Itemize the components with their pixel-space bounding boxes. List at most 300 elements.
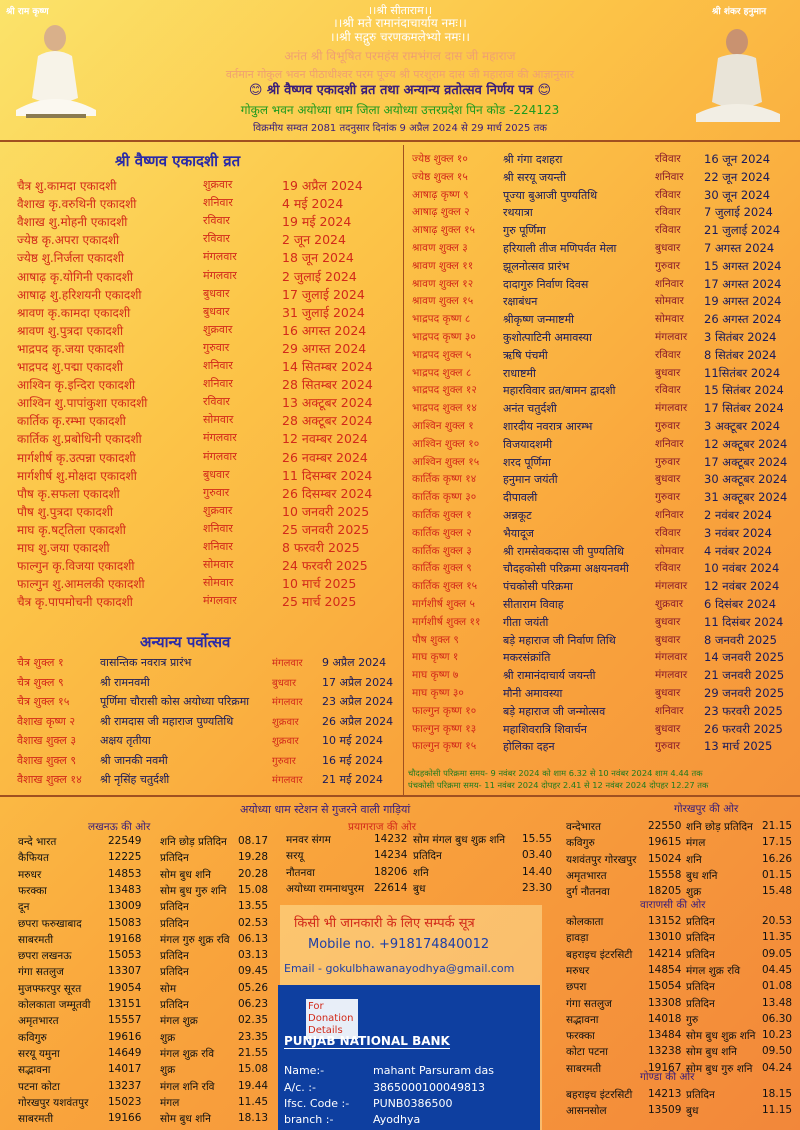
parikrama-note-2: पंचकोसी परिक्रमा समय- 11 नवंबर 2024 दोपहर 2.41 से 12 नवंबर 2024 दोपहर 12.27 तक bbox=[408, 780, 709, 790]
train-days: शनि bbox=[413, 866, 429, 879]
anyanya-tithi: वैशाख शुक्ल ९ bbox=[17, 753, 77, 767]
train-name: दून bbox=[18, 901, 30, 914]
corner-left-label: श्री राम कृष्ण bbox=[6, 7, 49, 17]
train-name: फरक्का bbox=[18, 884, 47, 897]
train-days: प्रतिदिन bbox=[160, 950, 189, 963]
festival-day: सोमवार bbox=[655, 544, 684, 557]
festival-tithi: श्रावण शुक्ल ३ bbox=[412, 242, 468, 254]
gorakhpur-heading: गोरखपुर की ओर bbox=[674, 803, 739, 815]
train-number: 13308 bbox=[648, 996, 682, 1009]
festival-tithi: कार्तिक कृष्ण ३० bbox=[412, 491, 477, 504]
train-name: छपरा फरुखाबाद bbox=[18, 917, 82, 930]
train-days: सोम बुध शनि bbox=[160, 868, 211, 881]
ekadashi-day: सोमवार bbox=[203, 576, 234, 590]
train-name: वन्दे भारत bbox=[18, 836, 57, 848]
ekadashi-name: आषाढ़ शु.हरिशयनी एकादशी bbox=[17, 287, 142, 302]
train-name: साबरमती bbox=[566, 1062, 602, 1075]
train-time: 04.45 bbox=[762, 963, 793, 976]
train-number: 19616 bbox=[108, 1030, 142, 1043]
festival-date: 31 अक्टूबर 2024 bbox=[704, 490, 788, 505]
train-time: 01.15 bbox=[762, 868, 793, 881]
ekadashi-name: वैशाख शु.मोहनी एकादशी bbox=[17, 215, 128, 230]
train-name: कोलकाता जम्मूतवी bbox=[18, 999, 91, 1011]
train-number: 14854 bbox=[648, 963, 682, 976]
festival-day: मंगलवार bbox=[655, 669, 688, 682]
festival-date: 29 जनवरी 2025 bbox=[704, 686, 785, 700]
ekadashi-name: आश्विन कृ.इन्दिरा एकादशी bbox=[17, 378, 136, 393]
anyanya-event: श्री रामनवमी bbox=[100, 675, 150, 689]
train-name: मनवर संगम bbox=[286, 834, 331, 846]
anyanya-date: 17 अप्रैल 2024 bbox=[322, 675, 394, 689]
ekadashi-date: 10 जनवरी 2025 bbox=[282, 503, 370, 519]
train-number: 14213 bbox=[648, 1088, 682, 1100]
anyanya-day: मंगलवार bbox=[272, 775, 303, 786]
festival-date: 30 जून 2024 bbox=[704, 187, 771, 202]
train-number: 13151 bbox=[108, 998, 142, 1010]
festival-event: रक्षाबंधन bbox=[503, 295, 538, 309]
train-name: गंगा सतलुज bbox=[18, 966, 64, 979]
train-number: 12225 bbox=[108, 851, 142, 864]
train-number: 13509 bbox=[648, 1104, 682, 1117]
header-line-2: ।।श्री मते रामानंदाचार्याय नमः।। bbox=[333, 16, 467, 30]
anyanya-event: श्री रामदास जी महाराज पुण्यतिथि bbox=[100, 714, 234, 728]
festival-event: हरियाली तीज मणिपर्वत मेला bbox=[503, 242, 617, 255]
train-time: 16.26 bbox=[762, 852, 793, 865]
anyanya-tithi: चैत्र शुक्ल १ bbox=[17, 656, 64, 669]
train-days: शुक्र bbox=[160, 1031, 176, 1044]
train-days: बुध शनि bbox=[686, 869, 718, 882]
train-time: 09.05 bbox=[762, 947, 793, 960]
festival-tithi: फाल्गुन कृष्ण १५ bbox=[412, 740, 477, 753]
festival-date: 17 सितंबर 2024 bbox=[704, 401, 784, 416]
bank-box bbox=[278, 985, 540, 1130]
festival-tithi: श्रावण शुक्ल ११ bbox=[412, 259, 474, 272]
train-name: साबरमती bbox=[18, 933, 54, 946]
ekadashi-date: 8 फरवरी 2025 bbox=[282, 540, 360, 555]
train-name: छपरा bbox=[566, 981, 587, 994]
festival-date: 26 अगस्त 2024 bbox=[704, 312, 782, 327]
train-number: 13483 bbox=[108, 883, 142, 896]
train-time: 18.15 bbox=[762, 1088, 793, 1100]
divider bbox=[403, 145, 404, 795]
train-days: प्रतिदिन bbox=[160, 966, 189, 979]
festival-tithi: आषाढ़ शुक्ल १५ bbox=[412, 224, 476, 237]
train-days: सोम बुध शनि bbox=[160, 1113, 211, 1126]
anyanya-tithi: वैशाख शुक्ल १४ bbox=[17, 773, 82, 786]
festival-tithi: कार्तिक शुक्ल ३ bbox=[412, 544, 472, 557]
ekadashi-name: ज्येष्ठ कृ.अपरा एकादशी bbox=[17, 233, 120, 248]
train-time: 17.15 bbox=[762, 836, 793, 849]
ekadashi-name: मार्गशीर्ष कृ.उत्पन्ना एकादशी bbox=[17, 450, 136, 465]
train-name: मुजफ्फरपुर सूरत bbox=[18, 982, 82, 995]
ekadashi-name: पौष शु.पुत्रदा एकादशी bbox=[17, 504, 113, 519]
train-number: 13307 bbox=[108, 965, 142, 978]
contact-email[interactable]: Email - gokulbhawanayodhya@gmail.com bbox=[284, 962, 515, 975]
corner-right-label: श्री शंकर हनुमान bbox=[712, 7, 767, 17]
train-time: 15.48 bbox=[762, 885, 793, 898]
train-days: प्रतिदिन bbox=[686, 948, 715, 961]
festival-day: गुरुवार bbox=[655, 420, 681, 432]
train-time: 21.15 bbox=[762, 820, 793, 832]
anyanya-day: मंगलवार bbox=[272, 658, 303, 669]
train-name: हावड़ा bbox=[566, 932, 589, 945]
ekadashi-name: फाल्गुन शु.आमलकी एकादशी bbox=[17, 577, 145, 592]
emoji-icon: 😊 bbox=[533, 83, 552, 98]
festival-tithi: कार्तिक शुक्ल १ bbox=[412, 509, 472, 521]
festival-tithi: भाद्रपद शुक्ल १२ bbox=[412, 384, 477, 397]
header-line-1: ।।श्री सीताराम।। bbox=[367, 4, 433, 17]
bank-name-label: Name:- bbox=[284, 1064, 325, 1077]
ekadashi-date: 26 दिसम्बर 2024 bbox=[282, 485, 373, 501]
train-time: 23.35 bbox=[238, 1030, 269, 1043]
festival-tithi: पौष शुक्ल ९ bbox=[412, 633, 459, 646]
train-name: कैफियत bbox=[18, 852, 49, 865]
festival-date: 19 अगस्त 2024 bbox=[704, 294, 782, 309]
train-days: प्रतिदिन bbox=[160, 917, 189, 930]
festival-event: भैयादूज bbox=[503, 526, 534, 540]
anyanya-panel bbox=[0, 630, 400, 795]
train-name: कविगुरु bbox=[18, 1031, 47, 1044]
train-name: अयोध्या रामनाथपुरम bbox=[286, 882, 365, 895]
train-time: 03.40 bbox=[522, 849, 553, 862]
train-name: बहराइच इंटरसिटी bbox=[566, 1089, 633, 1101]
festival-tithi: कार्तिक कृष्ण १४ bbox=[412, 473, 477, 486]
ekadashi-date: 10 मार्च 2025 bbox=[282, 576, 357, 592]
ekadashi-heading: श्री वैष्णव एकादशी व्रत bbox=[115, 152, 241, 170]
festival-tithi: आश्विन शुक्ल १० bbox=[412, 437, 480, 450]
festival-date: 15 सितंबर 2024 bbox=[704, 383, 784, 398]
train-time: 04.24 bbox=[762, 1061, 793, 1074]
ekadashi-day: रविवार bbox=[203, 214, 230, 228]
ekadashi-day: बुधवार bbox=[203, 467, 230, 481]
train-time: 05.26 bbox=[238, 981, 269, 994]
festival-event: श्री रामसेवकदास जी पुण्यतिथि bbox=[503, 544, 625, 558]
ekadashi-day: सोमवार bbox=[203, 413, 234, 427]
train-days: प्रतिदिन bbox=[686, 916, 715, 928]
festival-day: गुरुवार bbox=[655, 740, 681, 753]
festival-date: 8 सितंबर 2024 bbox=[704, 347, 777, 362]
festival-date: 14 जनवरी 2025 bbox=[704, 650, 785, 665]
train-name: सरयू bbox=[286, 850, 304, 863]
divider bbox=[0, 795, 800, 797]
festival-day: शनिवार bbox=[655, 277, 684, 290]
train-name: छपरा लखनऊ bbox=[18, 950, 72, 963]
festival-date: 17 अगस्त 2024 bbox=[704, 276, 782, 291]
festival-event: बड़े महाराज जी जन्मोत्सव bbox=[503, 704, 606, 718]
ekadashi-date: 28 अक्टूबर 2024 bbox=[282, 413, 373, 429]
festival-event: दीपावली bbox=[503, 491, 538, 505]
ekadashi-date: 4 मई 2024 bbox=[282, 196, 344, 212]
lucknow-heading: लखनऊ की ओर bbox=[88, 821, 151, 833]
train-name: कोटा पटना bbox=[566, 1046, 608, 1059]
festival-day: शनिवार bbox=[655, 704, 684, 717]
ekadashi-date: 11 दिसम्बर 2024 bbox=[282, 467, 373, 483]
festival-day: रविवार bbox=[655, 206, 681, 219]
ekadashi-date: 16 अगस्त 2024 bbox=[282, 322, 367, 338]
bank-name: PUNJAB NATIONAL BANK bbox=[284, 1034, 450, 1048]
train-time: 06.13 bbox=[238, 932, 269, 945]
festival-event: विजयादशमी bbox=[503, 437, 553, 451]
anyanya-date: 26 अप्रैल 2024 bbox=[322, 714, 394, 728]
ekadashi-date: 19 मई 2024 bbox=[282, 214, 352, 230]
train-number: 15558 bbox=[648, 868, 682, 881]
festival-day: बुधवार bbox=[655, 366, 681, 379]
train-name: अमृतभारत bbox=[566, 869, 607, 882]
train-number: 22549 bbox=[108, 835, 142, 847]
train-name: नौतनवा bbox=[286, 866, 315, 879]
train-number: 15557 bbox=[108, 1014, 142, 1027]
anyanya-day: शुक्रवार bbox=[272, 736, 299, 747]
festival-tithi: माघ कृष्ण १ bbox=[412, 651, 459, 664]
festival-date: 17 अक्टूबर 2024 bbox=[704, 454, 788, 469]
festival-day: बुधवार bbox=[655, 633, 681, 646]
festival-date: 3 सितंबर 2024 bbox=[704, 330, 777, 344]
train-name: गंगा सतलुज bbox=[566, 997, 612, 1010]
festival-day: गुरुवार bbox=[655, 491, 681, 504]
train-name: मरुधर bbox=[566, 964, 590, 977]
train-number: 15054 bbox=[648, 980, 682, 993]
ekadashi-name: पौष कृ.सफला एकादशी bbox=[17, 486, 120, 501]
ekadashi-day: शनिवार bbox=[203, 540, 233, 553]
festival-date: 12 नवंबर 2024 bbox=[704, 579, 780, 594]
train-days: प्रतिदिन bbox=[413, 850, 442, 863]
festival-tithi: भाद्रपद शुक्ल ५ bbox=[412, 348, 472, 361]
festival-event: श्री सरयू जयन्ती bbox=[503, 170, 566, 184]
train-days: मंगल शुक्र रवि bbox=[686, 964, 741, 977]
festival-tithi: मार्गशीर्ष शुक्ल ११ bbox=[412, 615, 481, 628]
train-name: बहराइच इंटरसिटी bbox=[566, 948, 633, 961]
train-number: 18206 bbox=[374, 865, 408, 878]
train-number: 14853 bbox=[108, 867, 142, 880]
festival-tithi: माघ कृष्ण ३० bbox=[412, 687, 464, 699]
bank-account-number: 3865000100049813 bbox=[373, 1081, 485, 1094]
anyanya-event: पूर्णिमा चौरासी कोस अयोध्या परिक्रमा bbox=[100, 695, 250, 708]
header-line-5: वर्तमान गोकुल भवन पीठाधीश्वर परम पूज्य श्री परशुराम दास जी महाराज की आज्ञानुसार bbox=[225, 68, 575, 81]
festival-day: मंगलवार bbox=[655, 651, 688, 664]
ekadashi-day: शुक्रवार bbox=[203, 178, 233, 191]
ekadashi-date: 18 जून 2024 bbox=[282, 250, 354, 266]
festival-day: शनिवार bbox=[655, 509, 684, 521]
ekadashi-date: 2 जुलाई 2024 bbox=[282, 268, 357, 284]
anyanya-day: मंगलवार bbox=[272, 697, 303, 708]
ekadashi-date: 25 जनवरी 2025 bbox=[282, 521, 370, 537]
train-days: शनि छोड़ प्रतिदिन bbox=[160, 836, 227, 848]
festival-date: 7 जुलाई 2024 bbox=[704, 205, 773, 220]
train-time: 09.50 bbox=[762, 1045, 793, 1058]
ekadashi-name: माघ कृ.षट्तिला एकादशी bbox=[17, 522, 126, 537]
train-number: 15024 bbox=[648, 852, 682, 865]
anyanya-date: 16 मई 2024 bbox=[322, 753, 383, 767]
ekadashi-panel bbox=[0, 145, 400, 615]
festival-event: होलिका दहन bbox=[503, 740, 555, 754]
ekadashi-day: सोमवार bbox=[203, 558, 234, 572]
anyanya-tithi: चैत्र शुक्ल १५ bbox=[17, 695, 70, 708]
train-days: बुध bbox=[413, 882, 426, 895]
train-time: 20.28 bbox=[238, 867, 269, 880]
anyanya-day: गुरुवार bbox=[272, 755, 296, 767]
bank-ifsc: PUNB0386500 bbox=[373, 1097, 453, 1110]
bank-branch-label: branch :- bbox=[284, 1113, 334, 1126]
festival-tithi: आश्विन शुक्ल १ bbox=[412, 420, 474, 432]
festival-tithi: भाद्रपद कृष्ण ८ bbox=[412, 313, 471, 326]
festival-event: अनंत चतुर्दशी bbox=[503, 402, 557, 416]
train-number: 14214 bbox=[648, 947, 682, 960]
train-days: प्रतिदिन bbox=[160, 999, 189, 1011]
festival-date: 10 नवंबर 2024 bbox=[704, 561, 780, 576]
train-time: 09.45 bbox=[238, 965, 269, 978]
train-time: 19.28 bbox=[238, 851, 269, 864]
ekadashi-name: भाद्रपद कृ.जया एकादशी bbox=[17, 341, 125, 356]
ekadashi-day: बुधवार bbox=[203, 286, 230, 300]
festival-date: 4 नवंबर 2024 bbox=[704, 543, 772, 558]
donation-label: For Donation Details bbox=[306, 999, 358, 1039]
festival-date: 16 जून 2024 bbox=[704, 152, 771, 166]
festival-date: 11 दिसंबर 2024 bbox=[704, 614, 784, 629]
ekadashi-day: रविवार bbox=[203, 395, 230, 409]
train-days: मंगल गुरु शुक्र रवि bbox=[160, 933, 230, 946]
festival-date: 8 जनवरी 2025 bbox=[704, 632, 777, 647]
festival-day: सोमवार bbox=[655, 295, 684, 308]
festival-event: गीता जयंती bbox=[503, 615, 549, 629]
train-days: बुध bbox=[686, 1105, 699, 1118]
festival-event: सीताराम विवाह bbox=[503, 598, 564, 611]
festival-day: सोमवार bbox=[655, 313, 684, 326]
train-name: यशवंतपुर गोरखपुर bbox=[566, 853, 637, 866]
festival-date: 2 नवंबर 2024 bbox=[704, 508, 772, 522]
festival-event: दादागुरु निर्वाण दिवस bbox=[503, 277, 589, 291]
festival-event: श्री गंगा दशहरा bbox=[503, 153, 563, 166]
train-days: मंगल शुक्र रवि bbox=[160, 1047, 215, 1060]
train-time: 11.45 bbox=[238, 1095, 269, 1108]
festival-day: रविवार bbox=[655, 188, 681, 201]
train-number: 15053 bbox=[108, 949, 142, 962]
ekadashi-day: मंगलवार bbox=[203, 449, 237, 463]
anyanya-heading: अन्यान्य पर्वोत्सव bbox=[140, 633, 231, 651]
train-number: 19615 bbox=[648, 836, 682, 849]
ekadashi-day: मंगलवार bbox=[203, 594, 237, 608]
festival-tithi: भाद्रपद कृष्ण ३० bbox=[412, 331, 476, 343]
header-title: 😊 श्री वैष्णव एकादशी व्रत तथा अन्यान्य व्रतोत्सव निर्णय पत्र 😊 bbox=[248, 83, 552, 98]
train-days: सोम मंगल बुध शुक्र शनि bbox=[413, 834, 506, 846]
ekadashi-name: फाल्गुन कृ.विजया एकादशी bbox=[17, 559, 135, 574]
train-days: गुरु bbox=[686, 1013, 699, 1026]
train-days: प्रतिदिन bbox=[686, 1089, 715, 1101]
anyanya-tithi: चैत्र शुक्ल ९ bbox=[17, 675, 64, 689]
varanasi-heading: वाराणसी की ओर bbox=[640, 899, 706, 911]
festival-day: रविवार bbox=[655, 562, 681, 575]
train-name: साबरमती bbox=[18, 1113, 54, 1126]
ekadashi-date: 13 अक्टूबर 2024 bbox=[282, 395, 373, 411]
train-days: सोम बुध गुरु शनि bbox=[686, 1062, 753, 1075]
ekadashi-name: मार्गशीर्ष शु.मोक्षदा एकादशी bbox=[17, 468, 137, 483]
bank-ac-label: A/c. :- bbox=[284, 1081, 316, 1094]
contact-mobile[interactable]: Mobile no. +918174840012 bbox=[308, 937, 490, 952]
festival-day: रविवार bbox=[655, 348, 681, 361]
bank-branch: Ayodhya bbox=[373, 1113, 421, 1126]
festival-tithi: कार्तिक शुक्ल २ bbox=[412, 526, 472, 539]
festival-date: 15 अगस्त 2024 bbox=[704, 258, 782, 273]
ekadashi-name: वैशाख कृ.वरुथिनी एकादशी bbox=[17, 197, 137, 212]
festival-date: 26 फरवरी 2025 bbox=[704, 721, 783, 736]
festival-tithi: कार्तिक शुक्ल १५ bbox=[412, 580, 478, 593]
train-time: 03.13 bbox=[238, 949, 269, 962]
festival-event: शारदीय नवरात्र आरम्भ bbox=[503, 420, 593, 433]
train-name: सद्भावना bbox=[18, 1064, 51, 1077]
ekadashi-day: शुक्रवार bbox=[203, 322, 233, 336]
prayag-heading: प्रयागराज की ओर bbox=[348, 821, 416, 833]
ekadashi-name: माघ शु.जया एकादशी bbox=[17, 541, 110, 555]
train-time: 13.48 bbox=[762, 996, 793, 1009]
train-days: शुक्र bbox=[686, 886, 702, 899]
ekadashi-day: शनिवार bbox=[203, 521, 233, 535]
train-number: 13237 bbox=[108, 1079, 142, 1092]
festival-tithi: फाल्गुन कृष्ण १० bbox=[412, 704, 477, 717]
train-time: 21.55 bbox=[238, 1046, 269, 1059]
ekadashi-date: 24 फरवरी 2025 bbox=[282, 558, 368, 574]
anyanya-event: अक्षय तृतीया bbox=[100, 734, 151, 747]
train-name: कोलकाता bbox=[566, 916, 604, 928]
train-days: प्रतिदिन bbox=[160, 901, 189, 914]
ekadashi-name: आश्विन शु.पापांकुशा एकादशी bbox=[17, 396, 148, 411]
train-time: 02.53 bbox=[238, 916, 269, 929]
train-time: 14.40 bbox=[522, 865, 553, 878]
festival-tithi: श्रावण शुक्ल १२ bbox=[412, 277, 474, 290]
ekadashi-day: मंगलवार bbox=[203, 431, 237, 445]
festival-tithi: आषाढ़ शुक्ल २ bbox=[412, 206, 470, 219]
festival-event: महाशिवरात्रि शिवार्चन bbox=[503, 722, 587, 736]
parikrama-note-1: चौदहकोसी परिक्रमा समय- 9 नवंबर 2024 को शाम 6.32 से 10 नवंबर 2024 शाम 4.44 तक bbox=[408, 768, 703, 778]
bank-account-holder: mahant Parsuram das bbox=[373, 1064, 494, 1077]
festival-day: मंगलवार bbox=[655, 580, 688, 593]
header-line-3: ।।श्री सद्गुरु चरणकमलेभ्यो नमः।। bbox=[330, 30, 470, 44]
train-time: 06.23 bbox=[238, 998, 269, 1010]
train-number: 15023 bbox=[108, 1095, 142, 1108]
train-time: 15.08 bbox=[238, 1063, 269, 1076]
festival-day: शुक्रवार bbox=[655, 598, 684, 610]
train-time: 01.08 bbox=[762, 980, 793, 993]
ekadashi-name: चैत्र शु.कामदा एकादशी bbox=[17, 179, 117, 193]
festival-day: रविवार bbox=[655, 384, 681, 397]
train-time: 10.23 bbox=[762, 1029, 793, 1042]
festival-date: 22 जून 2024 bbox=[704, 169, 771, 184]
festival-tithi: ज्येष्ठ शुक्ल १५ bbox=[412, 170, 468, 183]
anyanya-date: 21 मई 2024 bbox=[322, 773, 383, 786]
train-name: आसनसोल bbox=[566, 1105, 607, 1118]
festival-event: पंचकोसी परिक्रमा bbox=[503, 580, 573, 594]
train-time: 15.55 bbox=[522, 833, 553, 845]
ekadashi-name: कार्तिक कृ.रम्भा एकादशी bbox=[17, 414, 126, 429]
ekadashi-day: शनिवार bbox=[203, 196, 233, 210]
train-number: 15083 bbox=[108, 916, 142, 929]
train-time: 23.30 bbox=[522, 881, 553, 894]
festival-day: बुधवार bbox=[655, 722, 681, 735]
train-time: 13.55 bbox=[238, 900, 269, 913]
festival-day: बुधवार bbox=[655, 242, 681, 254]
ekadashi-name: आषाढ़ कृ.योगिनी एकादशी bbox=[17, 269, 134, 284]
train-name: सद्भावना bbox=[566, 1013, 599, 1026]
bank-ifsc-label: Ifsc. Code :- bbox=[284, 1097, 350, 1110]
train-number: 13484 bbox=[648, 1029, 682, 1042]
train-days: सोम बुध शनि bbox=[686, 1046, 737, 1059]
train-days: प्रतिदिन bbox=[686, 981, 715, 994]
festival-day: रविवार bbox=[655, 153, 681, 165]
train-days: शुक्र bbox=[160, 1064, 176, 1077]
ekadashi-name: ज्येष्ठ शु.निर्जला एकादशी bbox=[17, 251, 125, 266]
header-line-4: अनंत श्री विभूषित परमहंस रामभंगल दास जी महाराज bbox=[284, 49, 516, 63]
festival-tithi: श्रावण शुक्ल १५ bbox=[412, 295, 474, 308]
ekadashi-date: 25 मार्च 2025 bbox=[282, 594, 357, 610]
anyanya-day: बुधवार bbox=[272, 677, 297, 689]
